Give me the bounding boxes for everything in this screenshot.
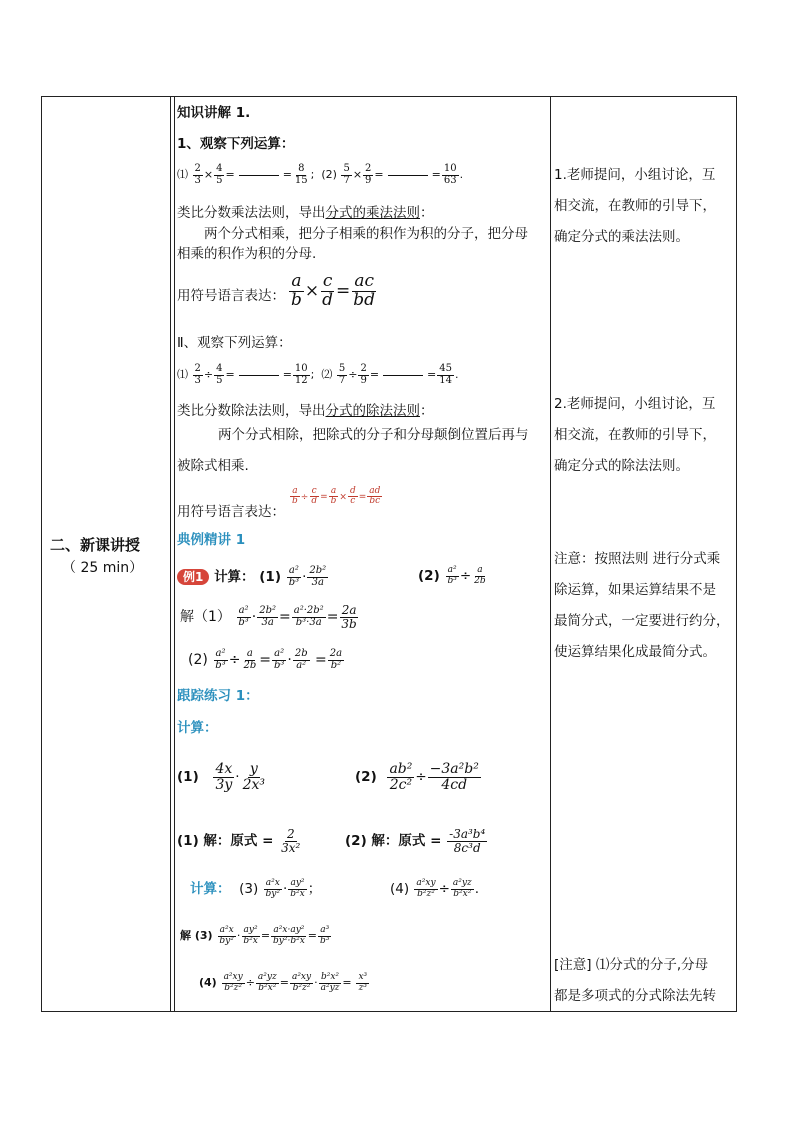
answer-blank [383,375,423,376]
example-heading: 典例精讲 1 [177,532,246,548]
practice-answer-2: (2) 解：原式 = $\frac{\text{-3a³b⁴}}{\text{8c³d}}$ [345,827,486,855]
fraction: $\frac{d}{c}$ [349,486,356,507]
fraction: $\frac{5}{7}$ [343,163,350,186]
fraction: $\frac{2a}{\text{b²}}$ [329,648,343,671]
fraction: $\frac{2a}{3b}$ [341,603,357,631]
teacher-note-2 [554,389,734,482]
practice-solution-3: 解 (3) $\frac{\text{a²x}}{\text{by²}}$ · $\frac{\text{ay²}}{\text{b²x}}$ = $\frac{\text{a²x·ay²}}{\text{by²·b²x}}$ = $\frac{\text{a³}}{\text{b³}}$ [180,925,330,946]
fraction: $\frac{\text{ab²}}{\text{2c²}}$ [389,761,413,793]
fraction: $\frac{\text{x³}}{\text{z³}}$ [358,972,368,993]
div-examples: ⑴ $\frac{2}{3}$ ÷ $\frac{4}{5}$ = = $\frac{10}{12}$ ; ⑵ $\frac{5}{7}$ ÷ $\frac{2}{9}$ = = $\frac{45}{14}$ . [177,363,459,386]
text: (2) 解：原式 [345,833,426,850]
fraction: $\frac{\text{2b²}}{3a}$ [309,565,327,588]
fraction: $\frac{a}{2b}$ [474,565,486,586]
practice-problem-4: (4) $\frac{\text{a²xy}}{\text{b²z²}}$ ÷ $\frac{\text{a²yz}}{\text{b²x²}}$ . [390,878,479,899]
fraction: $\frac{a}{2b}$ [243,648,257,671]
item-label: ⑴ [177,168,188,181]
text: (4) [199,976,217,989]
fraction: $\frac{10}{12}$ [294,363,308,386]
teacher-note-1 [554,160,734,253]
example-problems: 例1 计算： (1) $\frac{\text{a²}}{\text{b³}}$ · $\frac{\text{2b²}}{3a}$ [177,566,329,588]
fraction: $\frac{10}{63}$ [443,163,457,186]
fraction: $\frac{ac}{bd}$ [353,271,376,310]
answer-blank [239,375,279,376]
mult-examples: ⑴ $\frac{2}{3}$ × $\frac{4}{5}$ = = $\frac{8}{15}$ ; (2) $\frac{5}{7}$ × $\frac{2}{9}$ = = $\frac{10}{63}$ . [177,163,464,186]
item-label: (1) [177,769,199,786]
fraction: $\frac{\text{a²}}{\text{b³}}$ [215,648,226,671]
fraction: $\frac{\text{a²·2b²}}{\text{b³·3a}}$ [293,605,324,628]
fraction: $\frac{4x}{3y}$ [215,761,233,793]
practice-answer-1: (1) 解：原式 = $\frac{2}{\text{3x²}}$ [177,827,301,855]
symbol-label: 用符号语言表达： [177,288,285,304]
item-label: (1) [259,569,281,585]
observe-heading-2: Ⅱ、观察下列运算： [177,335,292,351]
fraction: $\frac{\text{a²x}}{\text{by²}}$ [265,878,280,899]
teacher-note-3 [554,544,734,668]
note-line: 除运算，如果运算结果不是 [554,582,716,598]
text: 计算： [190,881,231,897]
example-badge: 例1 [177,569,209,585]
fraction: $\frac{\text{-3a³b⁴}}{\text{8c³d}}$ [449,827,486,855]
practice-problem-1: (1) $\frac{4x}{3y}$ · $\frac{y}{\text{2x³}}$ [177,761,265,793]
item-label: (2) [321,168,337,181]
fraction: $\frac{\text{a²}}{\text{b³}}$ [238,605,249,628]
fraction: $\frac{\text{b²x²}}{\text{a²yz}}$ [320,972,340,993]
section-duration: （ 25 min） [62,560,144,576]
note-line: 确定分式的除法法则。 [554,458,689,474]
rule-name: 分式的除法法则 [325,403,420,419]
fraction: $\frac{\text{a²yz}}{\text{b²x²}}$ [452,878,472,899]
fraction: $\frac{45}{14}$ [439,363,452,386]
item-label: (4) [390,881,410,897]
text: (1) 解：原式 [177,833,258,850]
example-solution-1: 解（1） $\frac{\text{a²}}{\text{b³}}$ · $\frac{\text{2b²}}{3a}$ = $\frac{\text{a²·2b²}}{\text{b³·3a}}$ = $\frac{2a}{3b}$ [180,603,357,631]
mult-formula: $\frac{a}{b}$ × $\frac{c}{d}$ = $\frac{ac}{bd}$ [291,271,376,310]
fraction: $\frac{\text{a³}}{\text{b³}}$ [320,925,330,946]
note-line: 都是多项式的分式除法先转 [554,988,716,1004]
example-solution-2: (2) $\frac{\text{a²}}{\text{b³}}$ ÷ $\frac{a}{2b}$ = $\frac{\text{a²}}{\text{b³}}$ · $\frac{2b}{\text{a²}}$ = $\frac{2a}{\text{b²}}$ [188,648,343,671]
item-label: (2) [355,769,377,786]
answer-blank [239,175,279,176]
note-line: 1.老师提问，小组讨论，互 [554,167,716,183]
item-label: (2) [418,568,440,584]
fraction: $\frac{\text{a²xy}}{\text{b²z²}}$ [291,972,312,993]
example-problem-2: (2) $\frac{\text{a²}}{\text{b³}}$ ÷ $\frac{a}{2b}$ [418,565,486,586]
fraction: $\frac{y}{\text{2x³}}$ [242,761,265,793]
div-rule-line2: 被除式相乘. [177,458,249,474]
analogy-div [177,401,434,421]
teacher-note-4 [554,950,734,1012]
note-line: 注意：按照法则 进行分式乘 [554,551,721,567]
item-label: ⑴ [177,368,188,381]
fraction: $\frac{a}{b}$ [292,486,298,507]
fraction: $\frac{2}{3}$ [194,163,201,186]
fraction: $\frac{\text{a²xy}}{\text{b²z²}}$ [223,972,243,993]
fraction: $\frac{ad}{bc}$ [369,486,381,507]
fraction: $\frac{\text{a²x·ay²}}{\text{by²·b²x}}$ [273,925,305,946]
div-formula: $\frac{a}{b}$ ÷ $\frac{c}{d}$ = $\frac{a}{b}$ × $\frac{d}{c}$ = $\frac{ad}{bc}$ [292,486,381,507]
mult-rule-line1: 两个分式相乘，把分子相乘的积作为积的分子，把分母 [204,226,528,242]
note-line: 相交流，在教师的引导下， [554,427,716,443]
practice-heading: 跟踪练习 1： [177,688,259,704]
column-divider [170,97,171,1011]
fraction: $\frac{a}{b}$ [330,486,337,507]
fraction: $\frac{\text{a²yz}}{\text{b²x²}}$ [257,972,277,993]
fraction: $\frac{c}{d}$ [322,271,334,310]
practice-problems-3-4: 计算： (3) $\frac{\text{a²x}}{\text{by²}}$ · $\frac{\text{ay²}}{\text{b²x}}$ ； [190,878,322,899]
note-line: 相交流，在教师的引导下， [554,198,716,214]
practice-solution-4: (4) $\frac{\text{a²xy}}{\text{b²z²}}$ ÷ $\frac{\text{a²yz}}{\text{b²x²}}$ = $\frac{\text{a²xy}}{\text{b²z²}}$ · $\frac{\text{b²x²}}{\text{a²yz}}$ = $\frac{\text{x³}}{\text{z³}}$ [199,972,368,993]
fraction: $\frac{5}{7}$ [338,363,346,386]
fraction: $\frac{4}{5}$ [216,163,223,186]
column-divider [174,97,175,1011]
practice-problem-2: (2) $\frac{\text{ab²}}{\text{2c²}}$ ÷ $\frac{\text{−3a²b²}}{4cd}$ [355,761,479,793]
fraction: $\frac{2b}{\text{a²}}$ [294,648,308,671]
section-title: 二、新课讲授 [50,536,141,554]
fraction: $\frac{2}{3}$ [194,363,201,386]
analogy-mult [177,203,434,223]
fraction: $\frac{8}{15}$ [294,163,308,186]
observe-heading: 1、观察下列运算： [177,136,295,152]
note-line: 2.老师提问，小组讨论，互 [554,396,716,412]
fraction: $\frac{\text{−3a²b²}}{4cd}$ [429,761,479,793]
practice-compute: 计算： [177,720,218,736]
fraction: $\frac{\text{a²}}{\text{b³}}$ [288,565,300,588]
fraction: $\frac{2}{9}$ [360,363,367,386]
note-line: 最简分式，一定要进行约分， [554,613,730,629]
column-divider [550,97,551,1011]
rule-name: 分式的乘法法则 [325,205,420,221]
fraction: $\frac{c}{d}$ [311,486,318,507]
text: 计算： [214,569,255,585]
knowledge-heading: 知识讲解 1. [177,105,251,121]
mult-rule-line2: 相乘的积作为积的分母. [177,246,317,262]
fraction: $\frac{\text{a²xy}}{\text{b²z²}}$ [416,878,436,899]
fraction: $\frac{\text{2b²}}{3a}$ [259,605,277,628]
text: 类比分数乘法法则，导出 [177,205,326,221]
fraction: $\frac{\text{a²}}{\text{b³}}$ [273,648,285,671]
div-rule-line1: 两个分式相除，把除式的分子和分母颠倒位置后再与 [218,427,529,443]
text: 解（1） [180,609,231,626]
note-line: [注意] ⑴分式的分子,分母 [554,957,709,973]
fraction: $\frac{\text{ay²}}{\text{b²x}}$ [243,925,258,946]
symbol-label-2: 用符号语言表达： [177,504,285,520]
note-line: 使运算结果化成最简分式。 [554,644,716,660]
note-line: 确定分式的乘法法则。 [554,229,689,245]
answer-blank [388,175,428,176]
text: (2) [188,652,208,668]
text: ： [420,403,434,419]
item-label: (3) [239,881,259,897]
fraction: $\frac{4}{5}$ [216,363,223,386]
fraction: $\frac{a}{b}$ [291,271,302,310]
text: ： [420,205,434,221]
fraction: $\frac{2}{\text{3x²}}$ [281,827,301,855]
fraction: $\frac{\text{a²}}{\text{b³}}$ [447,565,457,586]
text: 解 (3) [180,929,213,942]
fraction: $\frac{\text{ay²}}{\text{b²x}}$ [290,878,305,899]
text: 类比分数除法法则，导出 [177,403,326,419]
fraction: $\frac{2}{9}$ [365,163,372,186]
fraction: $\frac{\text{a²x}}{\text{by²}}$ [219,925,234,946]
